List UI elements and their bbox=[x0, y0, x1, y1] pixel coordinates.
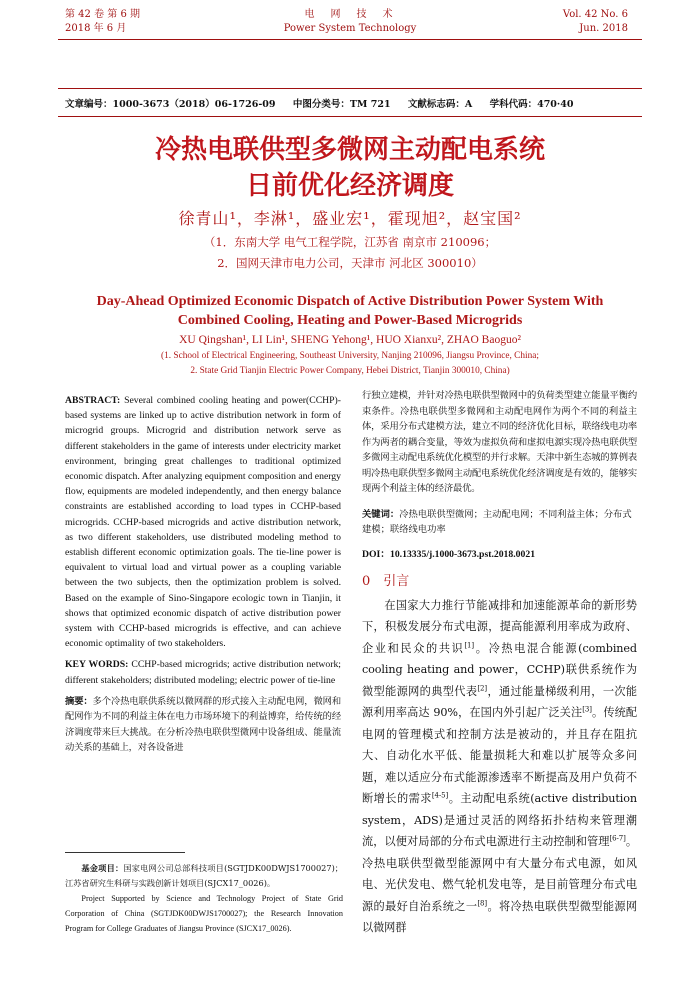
keywords-en bbox=[65, 657, 341, 687]
abstract-en-text: Several combined cooling heating and power(CCHP)-based systems are linked up to active distribution network in form of microgrid groups. Microgrid and distribution network serve as different stakeholders in the game of interests under electricity market environment, bringing great challenges to traditional optimized economic dispatch. After analyzing equipment composition and energy flow, equipments are modeled independently, and then energy balance constraints are established according to load types in CCHP-based microgrids. CCHP-based microgrids and active distribution network, as two different stakeholders, use distributed modeling method to establish different economic optimization goals. The tie-line power is equivalent to virtual load and virtual power as a coupling variable between the two subjects, then the optimization problem is solved. Based on the example of Sino-Singapore ecologic town in Tianjin, it shows that optimized economic dispatch of active distribution power system with CCHP-based microgrids is effective, and can achieve economic optimality of two stakeholders. bbox=[65, 395, 341, 650]
header-rule-1 bbox=[58, 39, 642, 40]
title-cn-line-1: 冷热电联供型多微网主动配电系统 bbox=[154, 135, 545, 165]
citation-3: [3] bbox=[582, 705, 592, 714]
intro-paragraph bbox=[362, 595, 637, 939]
abstract-cn-label: 摘要： bbox=[65, 695, 93, 707]
classification-number: 中图分类号：TM 721 bbox=[292, 99, 391, 110]
citation-4-5: [4-5] bbox=[431, 791, 449, 800]
footnote-rule bbox=[65, 852, 185, 853]
abstract-cn-continued: 行独立建模，并针对冷热电联供型微网中的负荷类型建立能量平衡约束条件。冷热电联供型多微网和主动配电网作为两个不同的利益主体，采用分布式建模方法，建立不同的经济优化目标，联络线电功率作为两者的耦合变量，等效为虚拟负荷和虚拟电源实现冷热电联供型多微网主动配电系统优化模型的并行求解。天津中新生态城的算例表明冷热电联供型多微网主动配电系统优化经济调度是有效的，能够实现两个利益主体的经济最优。 bbox=[362, 390, 637, 494]
keywords-cn-label: 关键词： bbox=[362, 508, 400, 520]
subject-code: 学科代码：470·40 bbox=[489, 99, 574, 110]
journal-name-cn: 电 网 技 术 bbox=[304, 9, 396, 20]
footnote-en: Project Supported by Science and Technology Project of State Grid Corporation of China (SGTJDK00DWJS1700027); the Research Innovation Program for College Graduates of Jiangsu Province (SJCX17_0026). bbox=[65, 894, 343, 933]
section-heading-introduction: 0 引言 bbox=[362, 573, 410, 589]
article-meta bbox=[65, 96, 587, 110]
citation-2: [2] bbox=[477, 683, 487, 692]
affiliation-en-2: 2. State Grid Tianjin Electric Power Company, Hebei District, Tianjin 300010, China) bbox=[190, 366, 510, 376]
abstract-en-label: ABSTRACT: bbox=[65, 395, 121, 406]
header-rule-2 bbox=[58, 88, 642, 89]
article-number: 文章编号：1000-3673（2018）06-1726-09 bbox=[65, 99, 276, 110]
footnote-label: 基金项目： bbox=[81, 863, 124, 873]
volume-issue-en: Vol. 42 No. 6 bbox=[562, 9, 628, 20]
citation-1: [1] bbox=[464, 640, 475, 649]
affiliation-cn-1: （1．东南大学 电气工程学院，江苏省 南京市 210096； bbox=[203, 235, 497, 249]
title-en-line-2: Combined Cooling, Heating and Power-Based Microgrids bbox=[177, 313, 523, 328]
abstract-cn bbox=[65, 694, 341, 756]
intro-text-7: 。将冷热电联供型微型能源网以微网群 bbox=[362, 899, 637, 934]
keywords-cn-text: 冷热电联供型微网；主动配电网；不同利益主体；分布式建模；联络线电功率 bbox=[362, 508, 632, 535]
keywords-cn bbox=[362, 507, 637, 538]
affiliation-en-1: (1. School of Electrical Engineering, Southeast University, Nanjing 210096, Jiangsu Province, China; bbox=[161, 351, 539, 361]
left-column bbox=[65, 393, 341, 756]
issue-date-en: Jun. 2018 bbox=[579, 23, 628, 34]
authors-en: XU Qingshan¹, LI Lin¹, SHENG Yehong¹, HUO Xianxu², ZHAO Baoguo² bbox=[179, 334, 521, 346]
intro-text-1: 在国家大力推行节能减排和加速能源革命的新形势下，积极发展分布式电源，提高能源利用率成为政府、企业和民众的共识 bbox=[362, 598, 637, 655]
intro-text-2: 。冷热电混合能源(combined cooling heating and power，CCHP)联供系统作为微型能源网的典型代表 bbox=[362, 641, 637, 698]
authors-cn: 徐青山¹，李淋¹，盛业宏¹，霍现旭²，赵宝国² bbox=[178, 209, 522, 228]
intro-text-4: 。传统配电网的管理模式和控制方法是被动的，并且存在阻抗大、自动化水平低、能量损耗大和难以扩展等众多问题，难以适应分布式能源渗透率不断提高及用户负荷不断增长的需求 bbox=[362, 706, 637, 805]
title-en-line-1: Day-Ahead Optimized Economic Dispatch of Active Distribution Power System With bbox=[96, 294, 604, 309]
volume-issue: 第 42 卷 第 6 期 bbox=[65, 9, 140, 20]
meta-rule bbox=[58, 116, 642, 117]
journal-name-en: Power System Technology bbox=[283, 23, 417, 34]
footnote-cn bbox=[65, 861, 343, 891]
citation-8: [8] bbox=[477, 898, 487, 907]
footnote-cn-text: 国家电网公司总部科技项目(SGTJDK00DWJS1700027)；江苏省研究生科研与实践创新计划项目(SJCX17_0026)。 bbox=[65, 863, 343, 888]
intro-text-3: ，通过能量梯级利用，一次能源利用率高达 90%，在国内外引起广泛关注 bbox=[362, 684, 637, 719]
doi: DOI：10.13335/j.1000-3673.pst.2018.0021 bbox=[362, 548, 536, 560]
document-code: 文献标志码：A bbox=[407, 99, 473, 110]
intro-text-5: 。主动配电系统(active distribution system，ADS)是通过灵活的网络拓扑结构来管理潮流，以便对局部的分布式电源进行主动控制和管理 bbox=[362, 792, 637, 848]
keywords-en-label: KEY WORDS: bbox=[65, 659, 129, 671]
intro-text-6: 。冷热电联供型微型能源网中有大量分布式电源，如风电、光伏发电、燃气轮机发电等，是目前管理分布式电源的最好自治系统之一 bbox=[362, 835, 637, 913]
footnote bbox=[65, 861, 343, 936]
abstract-en bbox=[65, 393, 341, 651]
title-cn-line-2: 日前优化经济调度 bbox=[245, 171, 454, 201]
abstract-cn-text: 多个冷热电联供系统以微网群的形式接入主动配电网，微网和配网作为不同的利益主体在电力市场环境下的利益博弈，给传统的经济调度带来巨大挑战。在分析冷热电联供型微网中设备组成、能量流动关系的基础上，对各设备进 bbox=[65, 695, 341, 754]
right-column bbox=[362, 388, 637, 939]
citation-6-7: [6-7] bbox=[609, 834, 626, 843]
issue-date: 2018 年 6 月 bbox=[65, 23, 127, 34]
keywords-en-text: CCHP-based microgrids; active distribution network; different stakeholders; distributed modeling; electric power of tie-line bbox=[65, 659, 341, 686]
affiliation-cn-2: 2．国网天津市电力公司，天津市 河北区 300010） bbox=[217, 256, 483, 270]
